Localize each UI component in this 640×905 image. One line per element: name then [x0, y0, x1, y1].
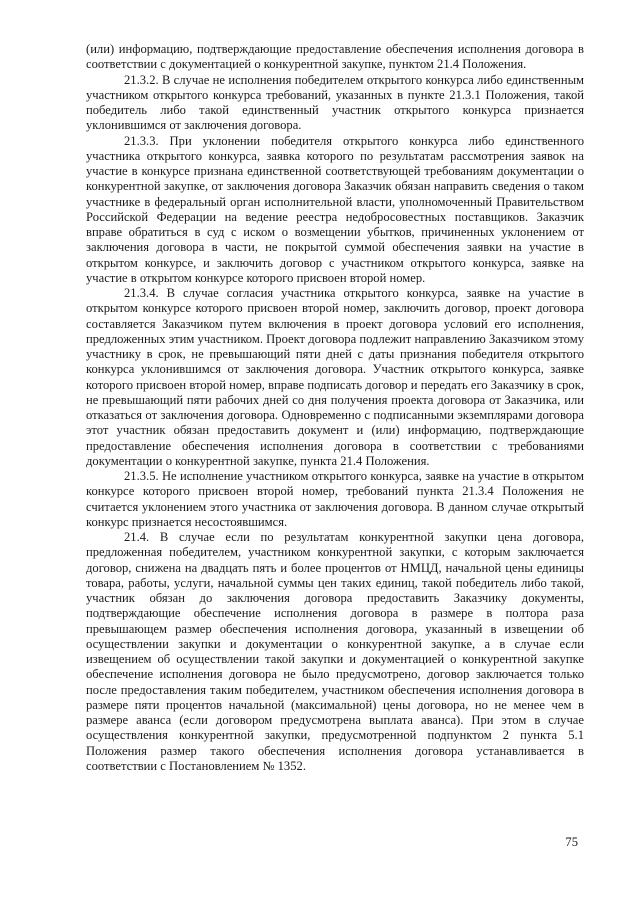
paragraph-21-4: 21.4. В случае если по результатам конкурентной закупки цена договора, предложенная победителем, участником конкурентной закупки, с которым заключается договор, снижена на двадцать пять и более процентов от НМЦД, начальной цены единицы товара, работы, услуги, начальной суммы цен таких единиц, такой победитель либо такой, участник обязан до заключения договора предоставить Заказчику документы, подтверждающие обеспечение исполнения договора в размере в полтора раза превышающем размер обеспечения исполнения договора, указанный в извещении об осуществлении закупки и документации о конкурентной закупке, а в случае если извещением об осуществлении такой закупки и документацией о конкурентной закупке обеспечение исполнения договора не было предусмотрено, договор заключается только после предоставления таким победителем, участником обеспечения исполнения договора в размере пяти процентов начальной (максимальной) цены договора, но не менее чем в размере аванса (если договором предусмотрена выплата аванса). При этом в случае осуществления конкурентной закупки, предусмотренной подпунктом 2 пункта 5.1 Положения размер такого обеспечения исполнения договора устанавливается в соответствии с Постановлением № 1352. [86, 530, 584, 773]
paragraph-21-3-2: 21.3.2. В случае не исполнения победителем открытого конкурса либо единственным участником открытого конкурса требований, указанных в пункте 21.3.1 Положения, такой победитель либо такой единственный участник открытого конкурса признается уклонившимся от заключения договора. [86, 72, 584, 133]
document-body [86, 42, 584, 774]
paragraph-21-3-3: 21.3.3. При уклонении победителя открытого конкурса либо единственного участника открытого конкурса, заявка которого по результатам рассмотрения заявок на участие в конкурсе признана единственной соответствующей требованиям документации о конкурентной закупке, от заключения договора Заказчик обязан направить сведения о таком участнике в федеральный орган исполнительной власти, уполномоченный Правительством Российской Федерации на ведение реестра недобросовестных поставщиков. Заказчик вправе обратиться в суд с иском о возмещении убытков, причиненных уклонением от заключения договора в части, не покрытой суммой обеспечения заявки на участие в открытом конкурсе, и заключить договор с участником открытого конкурса, заявке на участие в открытом конкурсе которого присвоен второй номер. [86, 133, 584, 285]
paragraph-21-3-4: 21.3.4. В случае согласия участника открытого конкурса, заявке на участие в открытом конкурсе которого присвоен второй номер, заключить договор, проект договора составляется Заказчиком путем включения в проект договора условий его исполнения, предложенных этим участником. Проект договора подлежит направлению Заказчиком этому участнику в срок, не превышающий пяти дней с даты признания победителя открытого конкурса уклонившимся от заключения договора. Участник открытого конкурса, заявке которого присвоен второй номер, вправе подписать договор и передать его Заказчику в срок, не превышающий пяти рабочих дней со дня получения проекта договора от Заказчика, или отказаться от заключения договора. Одновременно с подписанными экземплярами договора этот участник обязан предоставить документ и (или) информацию, подтверждающие предоставление обеспечения исполнения договора в соответствии с требованиями документации о конкурентной закупке, пункта 21.4 Положения. [86, 286, 584, 468]
paragraph-21-3-5: 21.3.5. Не исполнение участником открытого конкурса, заявке на участие в открытом конкурсе которого присвоен второй номер, требований пункта 21.3.4 Положения не считается уклонением этого участника от заключения договора. В данном случае открытый конкурс признается несостоявшимся. [86, 469, 584, 529]
paragraph-continuation: (или) информацию, подтверждающие предоставление обеспечения исполнения договора в соответствии с документацией о конкурентной закупке, пунктом 21.4 Положения. [86, 42, 584, 72]
page-number: 75 [565, 835, 578, 849]
